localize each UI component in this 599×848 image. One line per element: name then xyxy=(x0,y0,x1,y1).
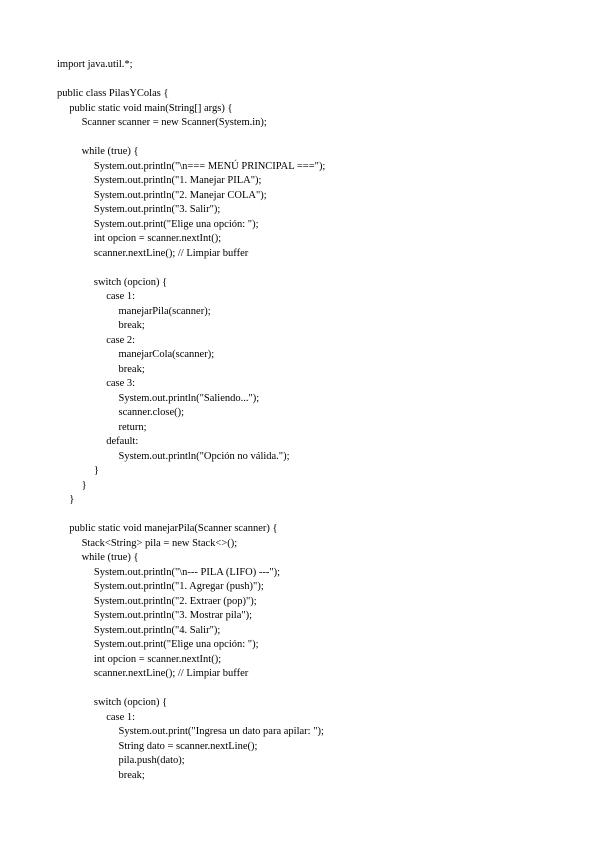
code-line: public class PilasYColas { xyxy=(57,88,169,99)
code-line: default: xyxy=(106,436,139,447)
code-line: break; xyxy=(118,769,145,781)
code-line: pila.push(dato); xyxy=(118,755,185,766)
blank-line xyxy=(57,261,577,276)
blank-line xyxy=(57,73,577,88)
code-line: System.out.println("1. Agregar (push)"); xyxy=(93,581,264,592)
code-line: System.out.println("2. Manejar COLA"); xyxy=(93,189,267,201)
code-line: } xyxy=(93,465,99,476)
code-line: System.out.println("Saliendo..."); xyxy=(118,392,260,404)
code-line: System.out.print("Ingresa un dato para apilar: "); xyxy=(118,726,324,737)
code-line: System.out.println("\n=== MENÚ PRINCIPAL ==="); xyxy=(93,160,326,172)
code-line: case 1: xyxy=(106,711,136,723)
code-line: System.out.println("\n--- PILA (LIFO) ---"); xyxy=(93,566,281,578)
code-line: switch (opcion) { xyxy=(93,697,168,708)
code-line: String dato = scanner.nextLine(); xyxy=(118,740,258,752)
code-line: System.out.println("1. Manejar PILA"); xyxy=(93,175,262,186)
code-line: } xyxy=(81,479,87,491)
code-line: Scanner scanner = new Scanner(System.in); xyxy=(81,117,267,128)
code-line: scanner.nextLine(); // Limpiar buffer xyxy=(93,668,249,679)
code-line: System.out.print("Elige una opción: "); xyxy=(93,639,259,650)
code-line: int opcion = scanner.nextInt(); xyxy=(93,233,222,244)
code-line: case 1: xyxy=(106,291,136,302)
code-line: break; xyxy=(118,320,145,331)
code-line: case 3: xyxy=(106,378,136,389)
blank-line xyxy=(57,682,577,697)
code-line: int opcion = scanner.nextInt(); xyxy=(93,653,222,665)
code-line: System.out.println("Opción no válida."); xyxy=(118,450,290,462)
code-line: public static void main(String[] args) { xyxy=(69,102,233,114)
code-line: System.out.println("3. Salir"); xyxy=(93,204,221,215)
code-line: System.out.println("3. Mostrar pila"); xyxy=(93,610,253,621)
blank-line xyxy=(57,131,577,146)
code-line: scanner.nextLine(); // Limpiar buffer xyxy=(93,247,249,259)
code-line: } xyxy=(69,494,75,505)
code-line: return; xyxy=(118,421,147,433)
code-line: manejarPila(scanner); xyxy=(118,305,211,317)
code-line: System.out.print("Elige una opción: "); xyxy=(93,218,259,230)
code-line: manejarCola(scanner); xyxy=(118,349,215,360)
code-line: System.out.println("4. Salir"); xyxy=(93,624,221,636)
blank-line xyxy=(57,508,577,523)
code-listing xyxy=(57,58,577,783)
code-line: switch (opcion) { xyxy=(93,276,168,288)
code-line: break; xyxy=(118,363,145,375)
code-line: while (true) { xyxy=(81,146,139,157)
code-line: Stack<String> pila = new Stack<>(); xyxy=(81,537,238,549)
code-line: System.out.println("2. Extraer (pop)"); xyxy=(93,595,257,607)
code-line: case 2: xyxy=(106,334,136,346)
code-line: while (true) { xyxy=(81,552,139,563)
code-line: scanner.close(); xyxy=(118,407,185,418)
code-line: public static void manejarPila(Scanner scanner) { xyxy=(69,523,278,534)
code-line: import java.util.*; xyxy=(57,59,133,70)
